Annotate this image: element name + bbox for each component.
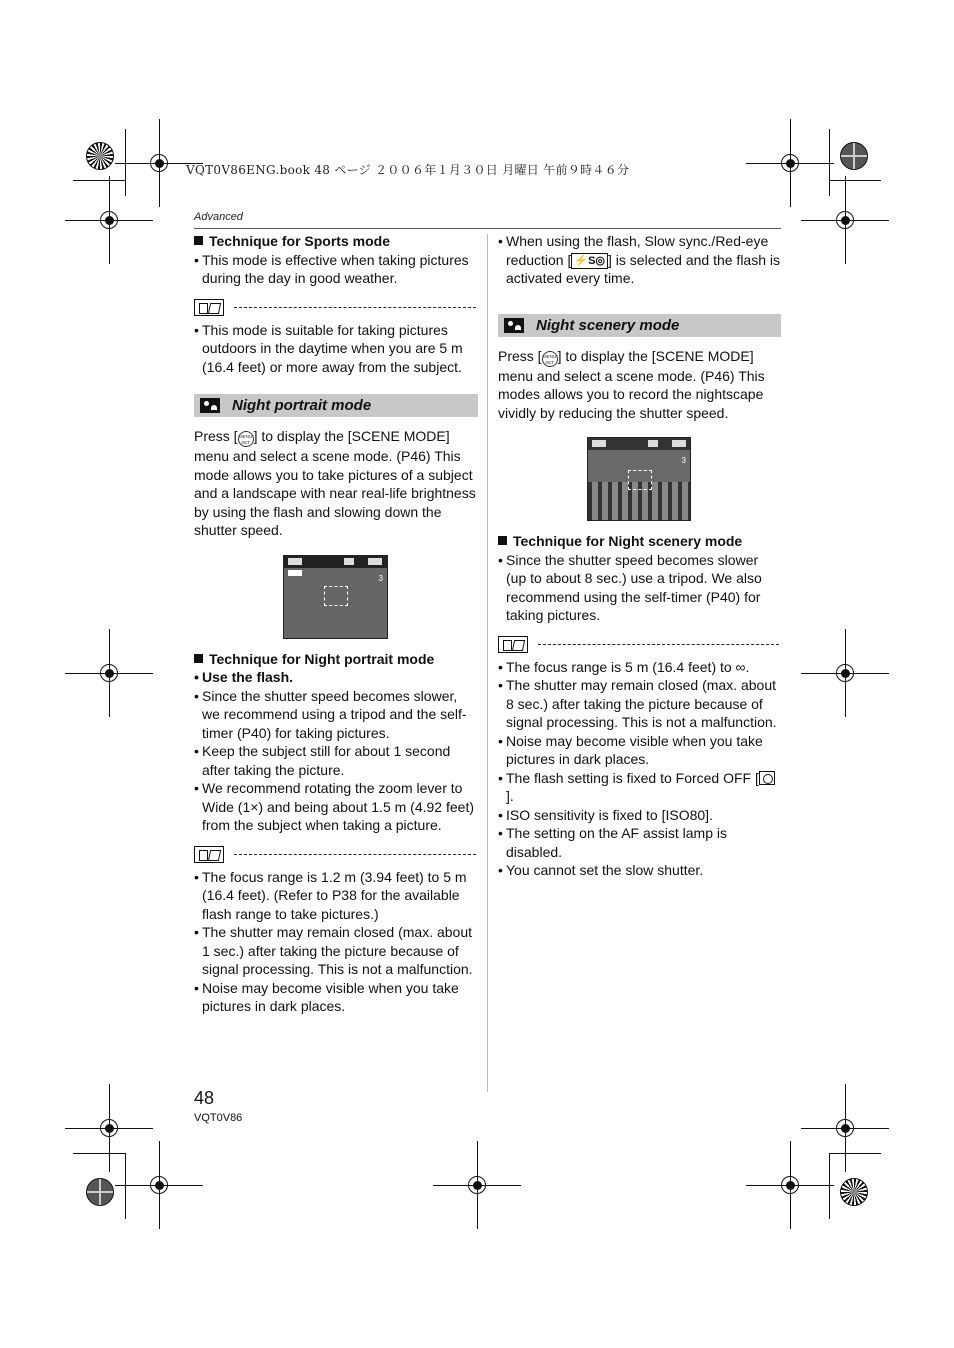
slow-sync-red-eye-icon: ⚡S◎ <box>571 253 608 269</box>
night-scenery-intro: Press [MENU SET ] to display the [SCENE MODE] menu and select a scene mode. (P46) This modes allows you to record the nightscape vividly by reducing the shutter speed. <box>498 347 765 421</box>
trim-line <box>73 180 125 181</box>
shot-count: 3 <box>681 456 686 465</box>
list-item: • Use the flash. <box>194 668 478 687</box>
right-column <box>498 232 781 880</box>
section-label: Advanced <box>194 211 243 223</box>
document-code: VQT0V86 <box>194 1112 243 1124</box>
note-icon <box>194 846 224 863</box>
list-item: • You cannot set the slow shutter. <box>498 861 781 880</box>
night-portrait-technique-heading: Technique for Night portrait mode <box>194 650 478 669</box>
list-item: • The setting on the AF assist lamp is disabled. <box>498 824 781 861</box>
night-scenery-bullets <box>498 551 781 625</box>
sports-technique-heading: Technique for Sports mode <box>194 232 478 251</box>
trim-line <box>73 1153 125 1154</box>
night-scenery-heading-bar <box>498 314 781 337</box>
night-scenery-title: Night scenery mode <box>536 316 680 334</box>
sports-bullets <box>194 251 478 288</box>
column-divider <box>487 234 488 1092</box>
registration-mark-bottom-left <box>86 1178 114 1206</box>
list-item: • This mode is effective when taking pictures during the day in good weather. <box>194 251 478 288</box>
registration-mark-bottom-right <box>840 1178 868 1206</box>
note-icon <box>498 636 528 653</box>
registration-mark-top-right <box>840 142 868 170</box>
night-portrait-intro: Press [MENU SET ] to display the [SCENE MODE] menu and select a scene mode. (P46) This mode allows you to take pictures of a subject and a landscape with near real-life brightness by using the flash and slowing down the shutter speed. <box>194 428 476 538</box>
note-marker <box>194 299 478 318</box>
menu-set-button-icon: MENU SET <box>238 431 254 447</box>
list-item: • The focus range is 1.2 m (3.94 feet) to 5 m (16.4 feet). (Refer to P38 for the available flash range to take pictures.) <box>194 868 478 924</box>
trim-line <box>829 1153 881 1154</box>
left-column <box>194 232 478 1016</box>
trim-line <box>125 129 126 196</box>
list-item: • Since the shutter speed becomes slower (up to about 8 sec.) use a tripod. We also recommend using the self-timer (P40) for taking pictures. <box>498 551 781 625</box>
print-header: VQT0V86ENG.book 48 ページ ２００６年１月３０日 月曜日 午前９時４６分 <box>186 163 630 177</box>
page-number: 48 <box>194 1088 215 1108</box>
flash-off-icon <box>759 771 775 785</box>
list-item: • When using the flash, Slow sync./Red-eye reduction [ ⚡S◎ ] is selected and the flash is activated every time. <box>498 232 781 288</box>
list-item: • The shutter may remain closed (max. about 8 sec.) after taking the picture because of signal processing. This is not a malfunction. <box>498 676 781 732</box>
registration-mark-top-left <box>86 142 114 170</box>
night-portrait-example-screen <box>283 555 388 639</box>
trim-line <box>829 180 881 181</box>
menu-set-button-icon: MENU SET <box>542 351 558 367</box>
night-portrait-title: Night portrait mode <box>232 397 372 414</box>
sports-notes <box>194 321 478 377</box>
night-portrait-bullets <box>194 668 478 835</box>
list-item: • The shutter may remain closed (max. about 1 sec.) after taking the picture because of signal processing. This is not a malfunction. <box>194 923 478 979</box>
note-marker <box>194 846 478 865</box>
list-item: • Noise may become visible when you take pictures in dark places. <box>498 732 781 769</box>
shot-count: 3 <box>378 573 383 583</box>
header-rule <box>194 228 781 229</box>
list-item: • Keep the subject still for about 1 second after taking the picture. <box>194 742 478 779</box>
night-scenery-icon <box>504 318 524 333</box>
note-icon <box>194 299 224 316</box>
trim-line <box>125 1153 126 1219</box>
list-item: • Since the shutter speed becomes slower, we recommend using a tripod and the self-timer (P40) for taking pictures. <box>194 687 478 743</box>
night-scenery-example-screen <box>587 437 691 521</box>
trim-line <box>829 129 830 196</box>
list-item: • The focus range is 5 m (16.4 feet) to ∞. <box>498 658 781 677</box>
list-item: • The flash setting is fixed to Forced OFF []. <box>498 769 781 806</box>
list-item: • ISO sensitivity is fixed to [ISO80]. <box>498 806 781 825</box>
flash-bullets <box>498 232 781 288</box>
trim-line <box>829 1153 830 1219</box>
night-scenery-notes <box>498 658 781 880</box>
night-portrait-heading-bar <box>194 394 478 417</box>
note-marker <box>498 636 781 655</box>
list-item: • This mode is suitable for taking pictures outdoors in the daytime when you are 5 m (16.4 feet) or more away from the subject. <box>194 321 478 377</box>
night-portrait-icon <box>200 398 220 413</box>
list-item: • We recommend rotating the zoom lever to Wide (1×) and being about 1.5 m (4.92 feet) from the subject when taking a picture. <box>194 779 478 835</box>
night-portrait-notes <box>194 868 478 1016</box>
night-scenery-technique-heading: Technique for Night scenery mode <box>498 532 781 551</box>
list-item: • Noise may become visible when you take pictures in dark places. <box>194 979 478 1016</box>
